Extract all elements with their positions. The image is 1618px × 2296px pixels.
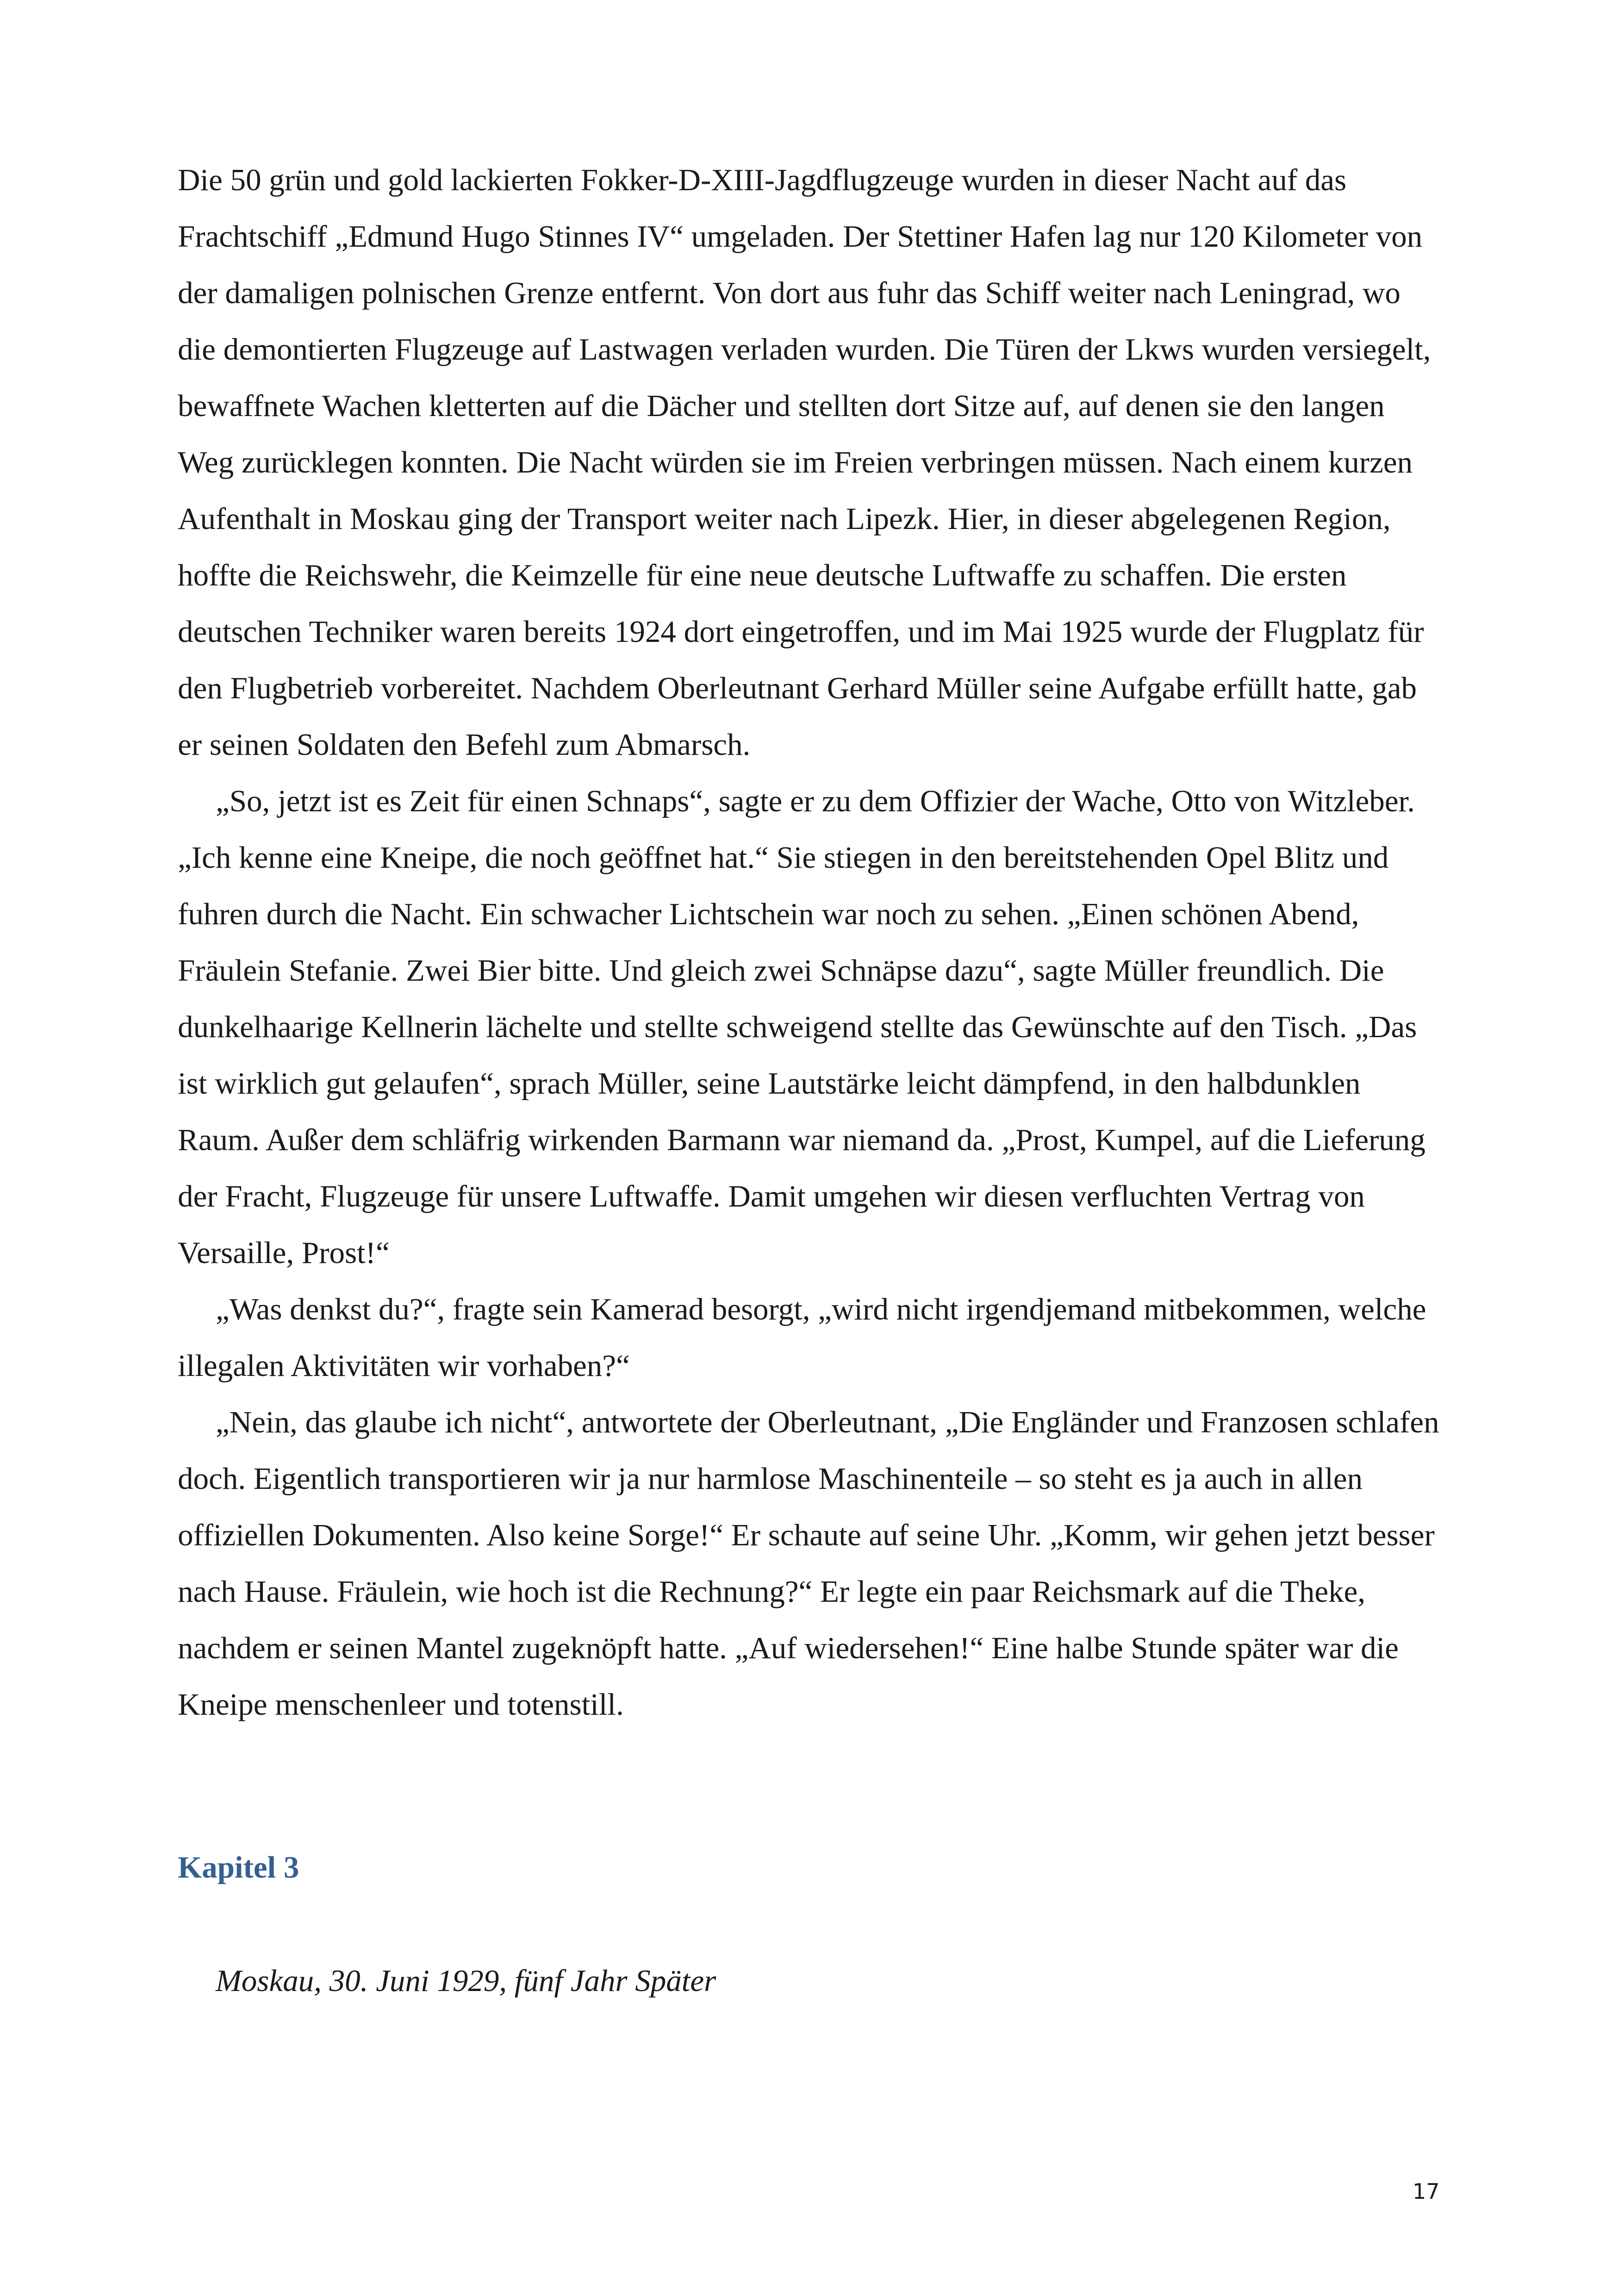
paragraph-4: „Nein, das glaube ich nicht“, antwortete der Oberleutnant, „Die Engländer und Franzosen schlafen doch. Eigentlich transportieren wir ja nur harmlose Maschinenteile – so steht es ja auch in allen offiziellen Dokumenten. Also keine Sorge!“ Er schaute auf seine Uhr. „Komm, wir gehen jetzt besser nach Hause. Fräulein, wie hoch ist die Rechnung?“ Er legte ein paar Reichsmark auf die Theke, nachdem er seinen Mantel zugeknöpft hatte. „Auf wiedersehen!“ Eine halbe Stunde später war die Kneipe menschenleer und totenstill. bbox=[178, 1405, 1439, 1722]
paragraph-3: „Was denkst du?“, fragte sein Kamerad besorgt, „wird nicht irgendjemand mitbekommen, welche illegalen Aktivitäten wir vorhaben?“ bbox=[178, 1292, 1426, 1383]
body-text bbox=[178, 152, 1446, 1733]
chapter-subheading: Moskau, 30. Juni 1929, fünf Jahr Später bbox=[216, 1964, 716, 1998]
paragraph-1: Die 50 grün und gold lackierten Fokker-D-XIII-Jagdflugzeuge wurden in dieser Nacht auf das Frachtschiff „Edmund Hugo Stinnes IV“ umgeladen. Der Stettiner Hafen lag nur 120 Kilometer von der damaligen polnischen Grenze entfernt. Von dort aus fuhr das Schiff weiter nach Leningrad, wo die demontierten Flugzeuge auf Lastwagen verladen wurden. Die Türen der Lkws wurden versiegelt, bewaffnete Wachen kletterten auf die Dächer und stellten dort Sitze auf, auf denen sie den langen Weg zurücklegen konnten. Die Nacht würden sie im Freien verbringen müssen. Nach einem kurzen Aufenthalt in Moskau ging der Transport weiter nach Lipezk. Hier, in dieser abgelegenen Region, hoffte die Reichswehr, die Keimzelle für eine neue deutsche Luftwaffe zu schaffen. Die ersten deutschen Techniker waren bereits 1924 dort eingetroffen, und im Mai 1925 wurde der Flugplatz für den Flugbetrieb vorbereitet. Nachdem Oberleutnant Gerhard Müller seine Aufgabe erfüllt hatte, gab er seinen Soldaten den Befehl zum Abmarsch. bbox=[178, 163, 1431, 762]
page-number: 17 bbox=[1413, 2179, 1440, 2204]
chapter-heading: Kapitel 3 bbox=[178, 1850, 299, 1885]
paragraph-2: „So, jetzt ist es Zeit für einen Schnaps“, sagte er zu dem Offizier der Wache, Otto von Witzleber. „Ich kenne eine Kneipe, die noch geöffnet hat.“ Sie stiegen in den bereitstehenden Opel Blitz und fuhren durch die Nacht. Ein schwacher Lichtschein war noch zu sehen. „Einen schönen Abend, Fräulein Stefanie. Zwei Bier bitte. Und gleich zwei Schnäpse dazu“, sagte Müller freundlich. Die dunkelhaarige Kellnerin lächelte und stellte schweigend stellte das Gewünschte auf den Tisch. „Das ist wirklich gut gelaufen“, sprach Müller, seine Lautstärke leicht dämpfend, in den halbdunklen Raum. Außer dem schläfrig wirkenden Barmann war niemand da. „Prost, Kumpel, auf die Lieferung der Fracht, Flugzeuge für unsere Luftwaffe. Damit umgehen wir diesen verfluchten Vertrag von Versaille, Prost!“ bbox=[178, 784, 1425, 1270]
